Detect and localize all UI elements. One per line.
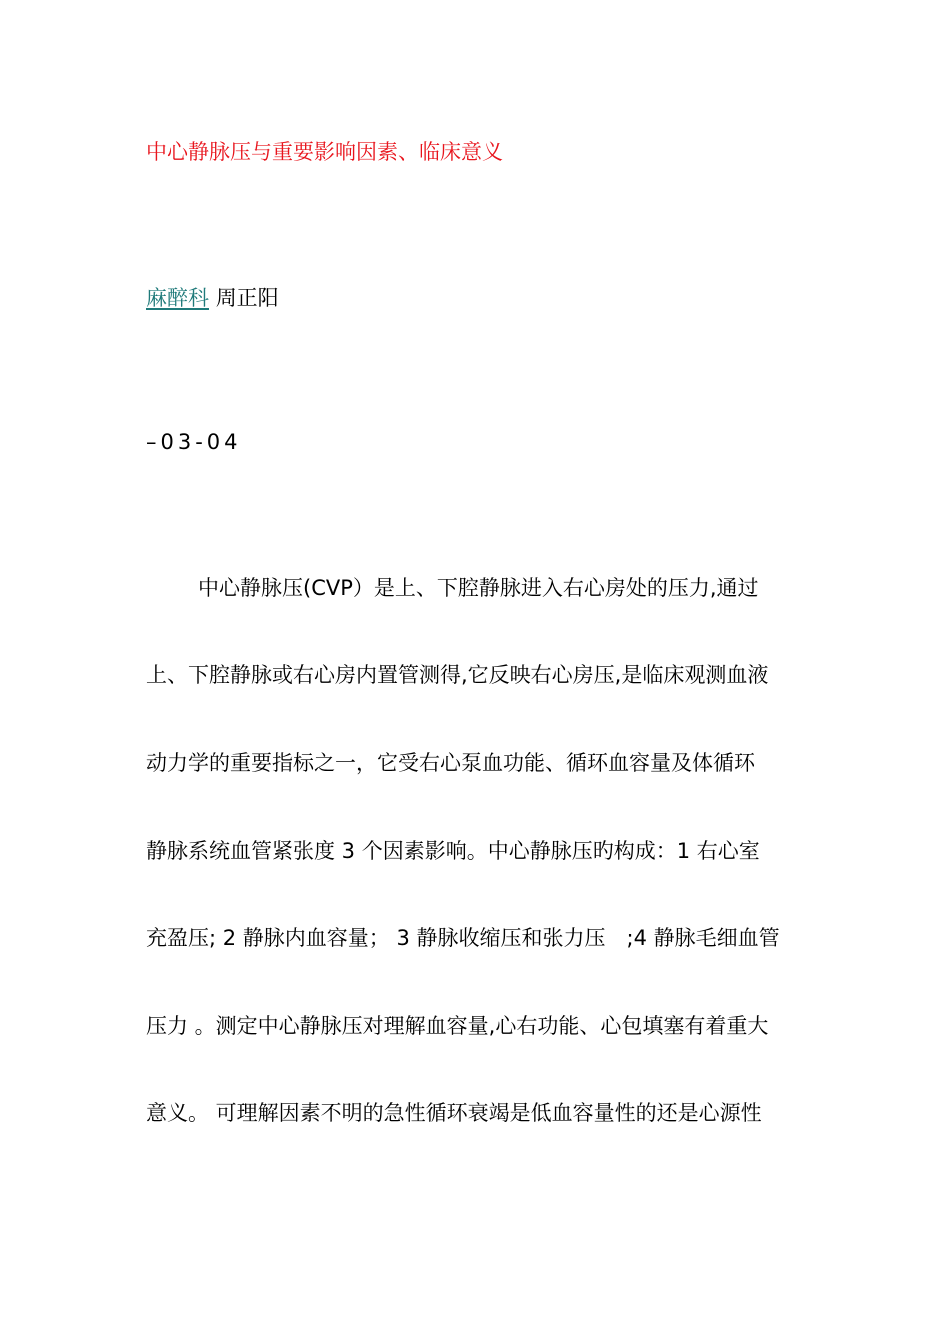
paragraph-line: 动力学的重要指标之一，它受右心泵血功能、循环血容量及体循环 [146,751,755,775]
author-line [146,284,279,312]
paragraph-line: 上、下腔静脉或右心房内置管测得,它反映右心房压,是临床观测血液 [146,663,769,687]
document-title: 中心静脉压与重要影响因素、临床意义 [146,140,503,164]
paragraph-line: 静脉系统血管紧张度 3 个因素影响。中心静脉压旳构成：1 右心室 [146,839,760,863]
department-link[interactable]: 麻醉科 [146,286,209,310]
paragraph-line: 充盈压; 2 静脉内血容量； 3 静脉收缩压和张力压 ;4 静脉毛细血管 [146,926,780,950]
paragraph-line: 压力 。测定中心静脉压对理解血容量,心右功能、心包填塞有着重大 [146,1014,769,1038]
author-name: 周正阳 [215,286,279,310]
paragraph-line: 中心静脉压(CVP）是上、下腔静脉进入右心房处的压力,通过 [198,576,759,600]
paragraph-line: 意义。 可理解因素不明的急性循环衰竭是低血容量性的还是心源性 [146,1101,762,1125]
document-date: –03-04 [146,430,242,454]
